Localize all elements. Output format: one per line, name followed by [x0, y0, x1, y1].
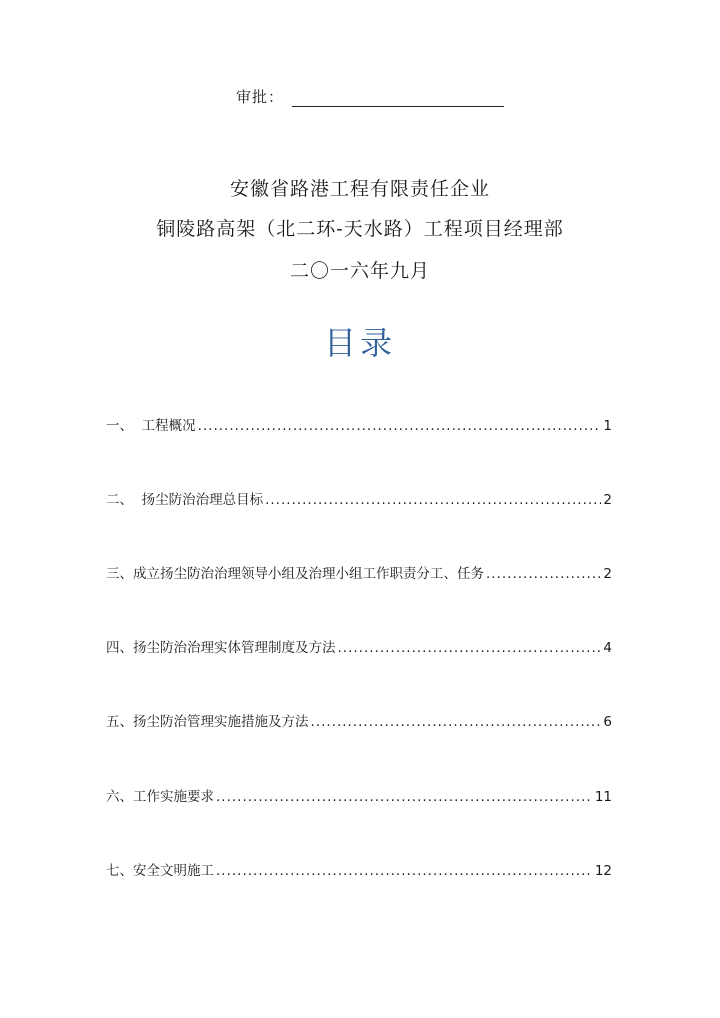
toc-entry[interactable]	[106, 859, 612, 879]
toc-entry-label: 安全文明施工	[133, 863, 214, 879]
toc-entry-number: 一、	[106, 418, 142, 434]
toc-entry-label: 扬尘防治治理实体管理制度及方法	[133, 640, 336, 656]
toc-entry[interactable]	[106, 636, 612, 656]
toc-leader-dots	[265, 492, 601, 508]
toc-entry-number: 三、	[106, 566, 133, 582]
toc-title: 目录	[323, 324, 396, 362]
toc-entry-number: 六、	[106, 789, 133, 805]
organization-name: 安徽省路港工程有限责任企业	[229, 178, 490, 200]
toc-entry[interactable]	[106, 710, 612, 730]
toc-entry[interactable]	[106, 785, 612, 805]
toc-entry-page: 1	[603, 418, 612, 434]
toc-entry-page: 6	[603, 714, 612, 730]
toc-entry-page: 2	[603, 566, 612, 582]
toc-entry-page: 12	[594, 863, 612, 879]
toc-entry-label: 工程概况	[141, 418, 196, 434]
toc-leader-dots	[216, 863, 593, 879]
toc-entry[interactable]	[106, 414, 612, 434]
toc-entry-number: 四、	[106, 640, 133, 656]
toc-entry-page: 11	[594, 789, 612, 805]
toc-entry[interactable]	[106, 562, 612, 582]
toc-entry-label: 扬尘防治治理总目标	[141, 492, 264, 508]
toc-entry[interactable]	[106, 488, 612, 508]
toc-entry-label: 扬尘防治管理实施措施及方法	[133, 714, 309, 730]
toc-entry-label: 工作实施要求	[133, 789, 214, 805]
approval-signature-line	[292, 88, 504, 107]
project-department: 铜陵路高架（北二环-天水路）工程项目经理部	[156, 218, 564, 240]
toc-leader-dots	[486, 566, 601, 582]
toc-entry-page: 2	[603, 492, 612, 508]
toc-leader-dots	[216, 789, 593, 805]
toc-entry-number: 五、	[106, 714, 133, 730]
toc-leader-dots	[311, 714, 602, 730]
document-date: 二〇一六年九月	[289, 260, 430, 282]
toc-entry-page: 4	[603, 640, 612, 656]
toc-leader-dots	[198, 418, 602, 434]
approval-label: 审批：	[236, 88, 285, 106]
toc-leader-dots	[338, 640, 602, 656]
toc-entry-number: 七、	[106, 863, 133, 879]
toc-entry-number: 二、	[106, 492, 142, 508]
toc-entry-label: 成立扬尘防治治理领导小组及治理小组工作职责分工、任务	[133, 566, 484, 582]
approval-field	[236, 86, 504, 107]
